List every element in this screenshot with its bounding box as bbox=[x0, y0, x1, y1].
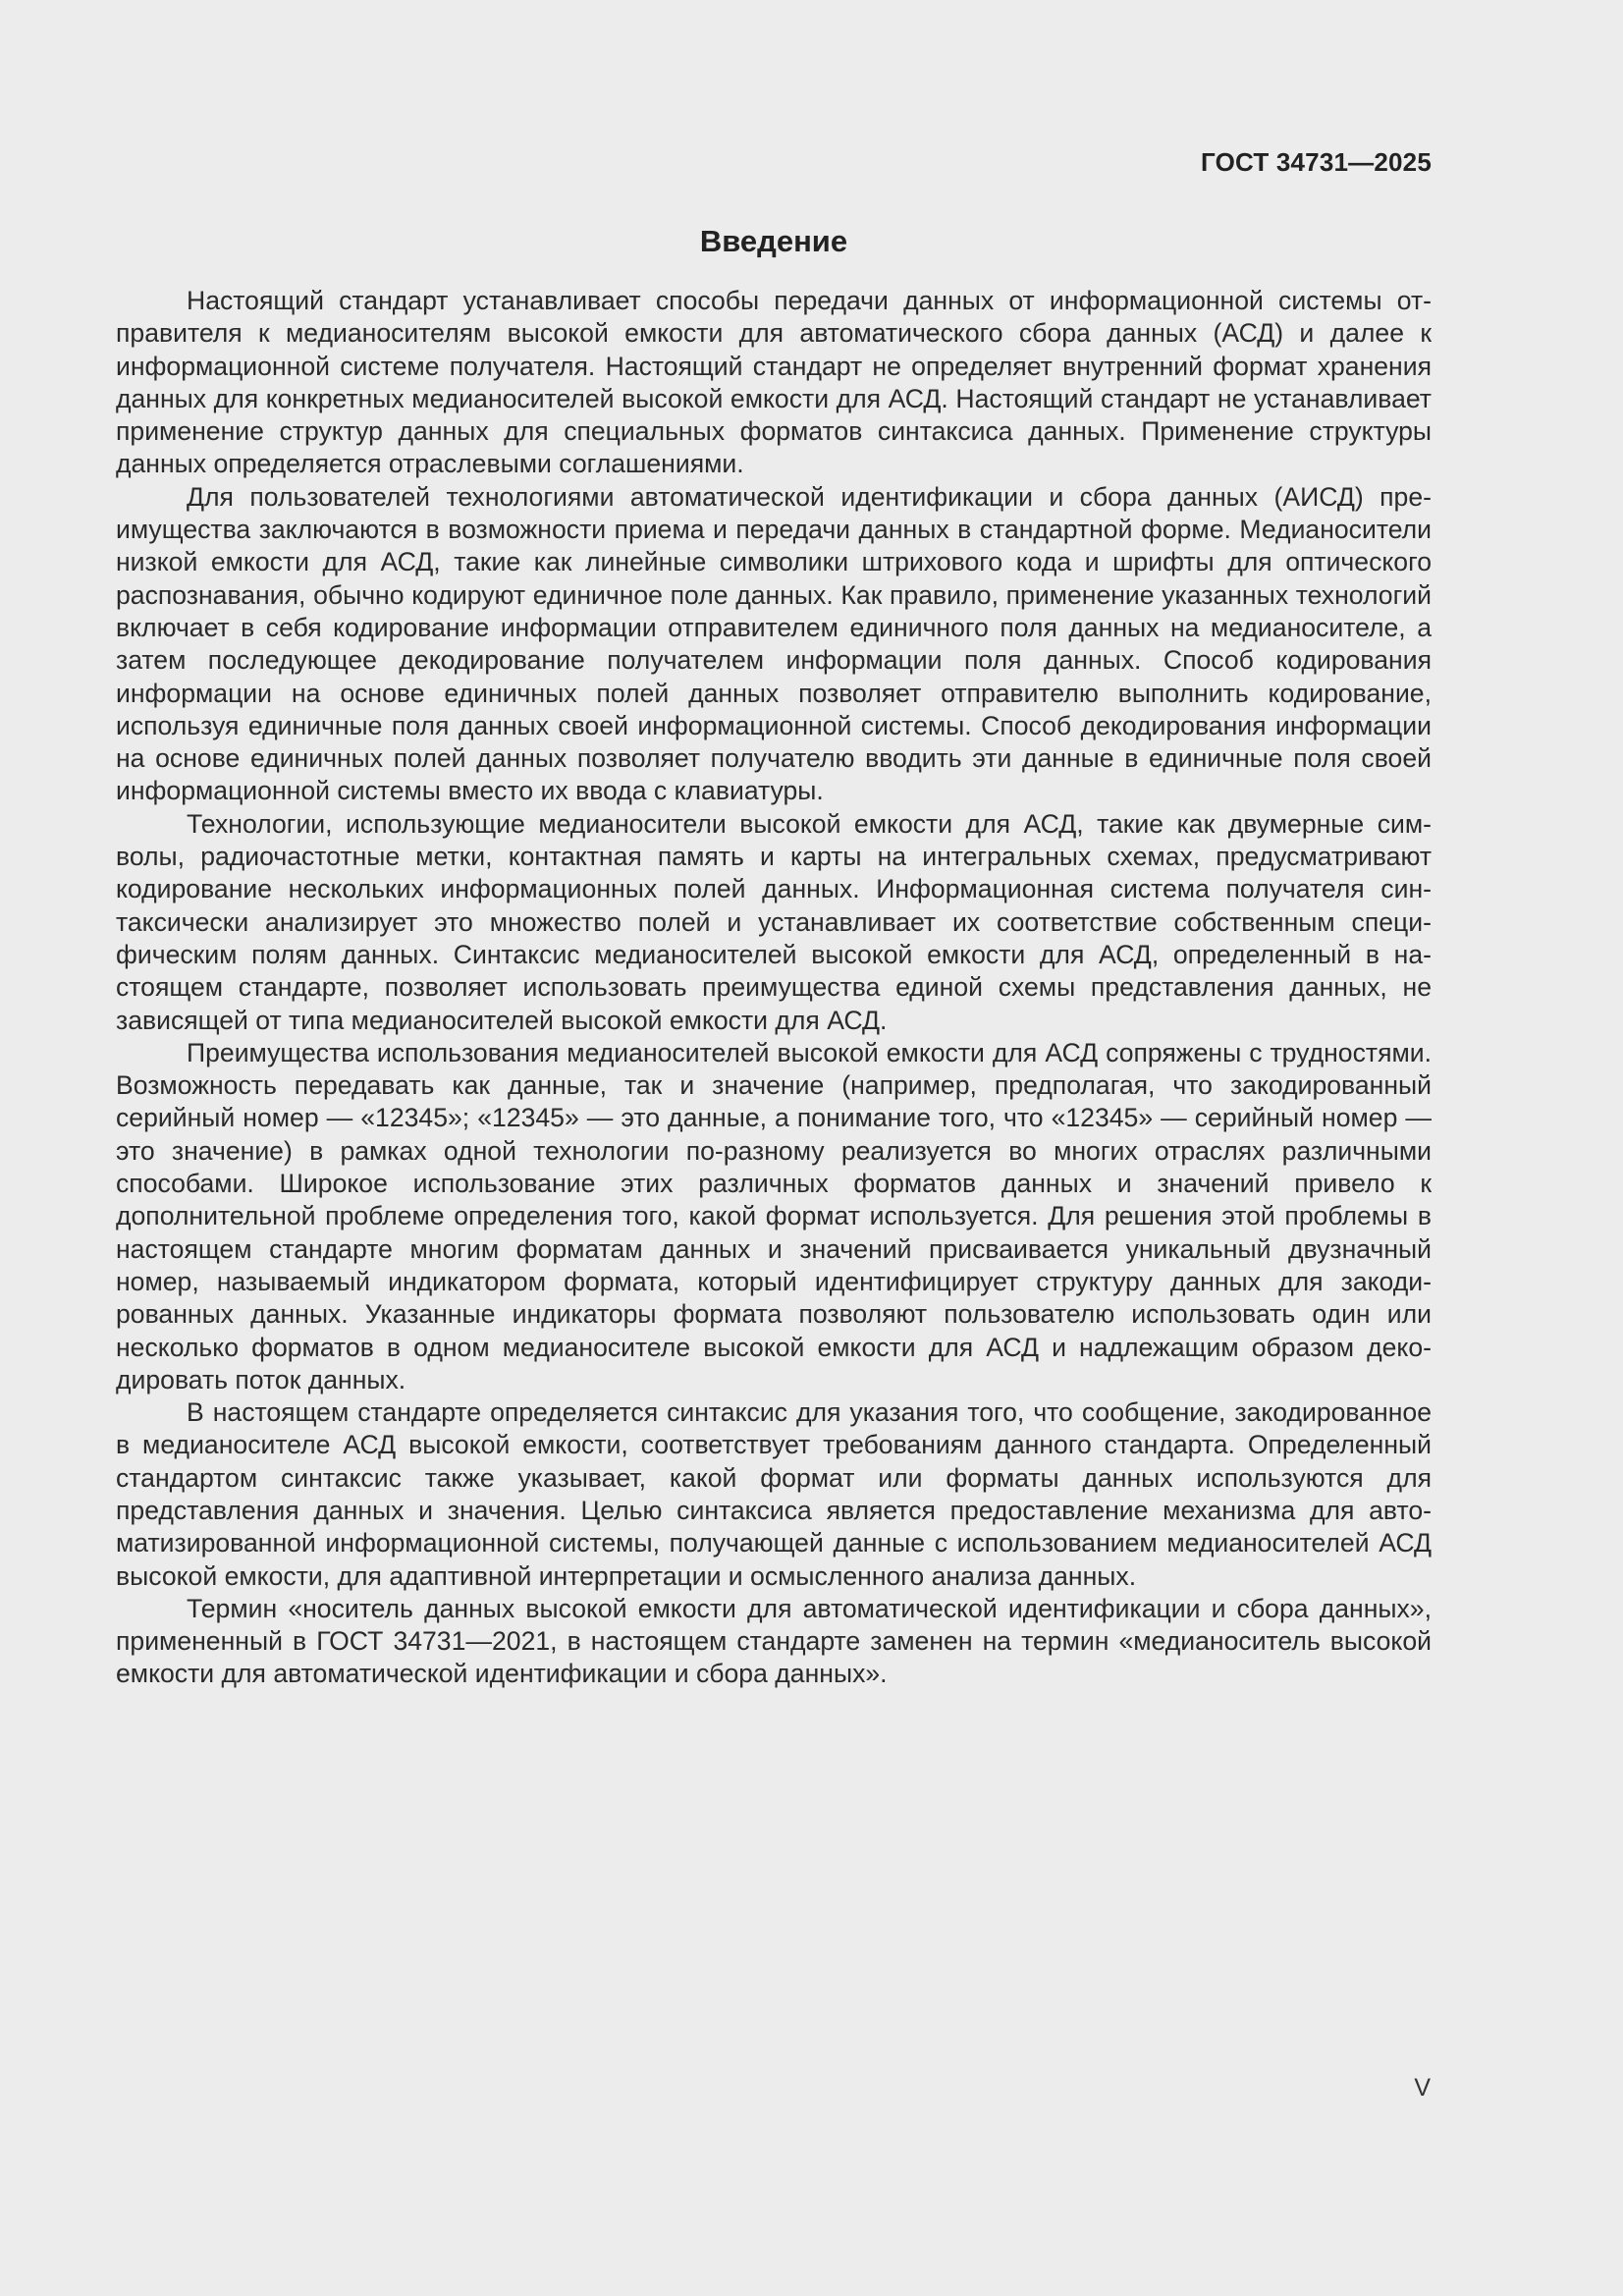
document-code: ГОСТ 34731—2025 bbox=[1201, 147, 1432, 177]
page-number: V bbox=[1414, 2074, 1431, 2102]
body-text bbox=[116, 285, 1432, 1691]
paragraph-5: В настоящем стандарте определяется синтаксис для указания того, что сообщение, закодированное в медианосителе АСД высокой емкости, соответствует требованиям данного стандарта. Определенный стандартом синтаксис также указывает, какой формат или форматы данных используются для представления данных и значения. Целью синтаксиса является предоставление механизма для автоматизированной информационной системы, получающей данные с использованием медианосителей АСД высокой емкости, для адаптивной интерпретации и осмысленного анализа данных. bbox=[116, 1397, 1432, 1591]
section-title: Введение bbox=[699, 224, 848, 258]
paragraph-1: Настоящий стандарт устанавливает способы передачи данных от информационной системы отправителя к медианосителям высокой емкости для автоматического сбора данных (АСД) и далее к информационной системе получателя. Настоящий стандарт не определяет внутренний формат хранения данных для конкретных медианосителей высокой емкости для АСД. Настоящий стандарт не устанавливает применение структур данных для специальных форматов синтаксиса данных. Применение структуры данных определяется отраслевыми соглашениями. bbox=[116, 286, 1432, 479]
paragraph-2: Для пользователей технологиями автоматической идентификации и сбора данных (АИСД) преимущества заключаются в возможности приема и передачи данных в стандартной форме. Медианосители низкой емкости для АСД, такие как линейные символики штрихового кода и шрифты для оптического распознавания, обычно кодируют единичное поле данных. Как правило, применение указанных технологий включает в себя кодирование информации отправителем единичного поля данных на медианосителе, а затем последующее декодирование получателем информации поля данных. Способ кодирования информации на основе единичных полей данных позволяет отправителю выполнить кодирование, используя единичные поля данных своей информационной системы. Способ декодирования информации на основе единичных полей данных позволяет получателю вводить эти данные в единичные поля своей информационной системы вместо их ввода с клавиатуры. bbox=[116, 481, 1432, 806]
paragraph-6: Термин «носитель данных высокой емкости для автоматической идентификации и сбора данных», примененный в ГОСТ 34731—2021, в настоящем стандарте заменен на термин «медианоситель высокой емкости для автоматической идентификации и сбора данных». bbox=[116, 1593, 1432, 1689]
paragraph-4: Преимущества использования медианосителей высокой емкости для АСД сопряжены с трудностями. Возможность передавать как данные, так и значение (например, предполагая, что закодированный серийный номер — «12345»; «12345» — это данные, а понимание того, что «12345» — серийный номер — это значение) в рамках одной технологии по-разному реализуется во многих отраслях различными способами. Широкое использование этих различных форматов данных и значений привело к дополнительной проблеме определения того, какой формат используется. Для решения этой проблемы в настоящем стандарте многим форматам данных и значений присваивается уникальный двузначный номер, называемый индикатором формата, который идентифицирует структуру данных для закодированных данных. Указанные индикаторы формата позволяют пользователю использовать один или несколько форматов в одном медианосителе высокой емкости для АСД и надлежащим образом декодировать поток данных. bbox=[116, 1037, 1432, 1394]
paragraph-3: Технологии, использующие медианосители высокой емкости для АСД, такие как двумерные символы, радиочастотные метки, контактная память и карты на интегральных схемах, предусматривают кодирование нескольких информационных полей данных. Информационная система получателя синтаксически анализирует это множество полей и устанавливает их соответствие собственным специфическим полям данных. Синтаксис медианосителей высокой емкости для АСД, определенный в настоящем стандарте, позволяет использовать преимущества единой схемы представления данных, не зависящей от типа медианосителей высокой емкости для АСД. bbox=[116, 808, 1432, 1035]
